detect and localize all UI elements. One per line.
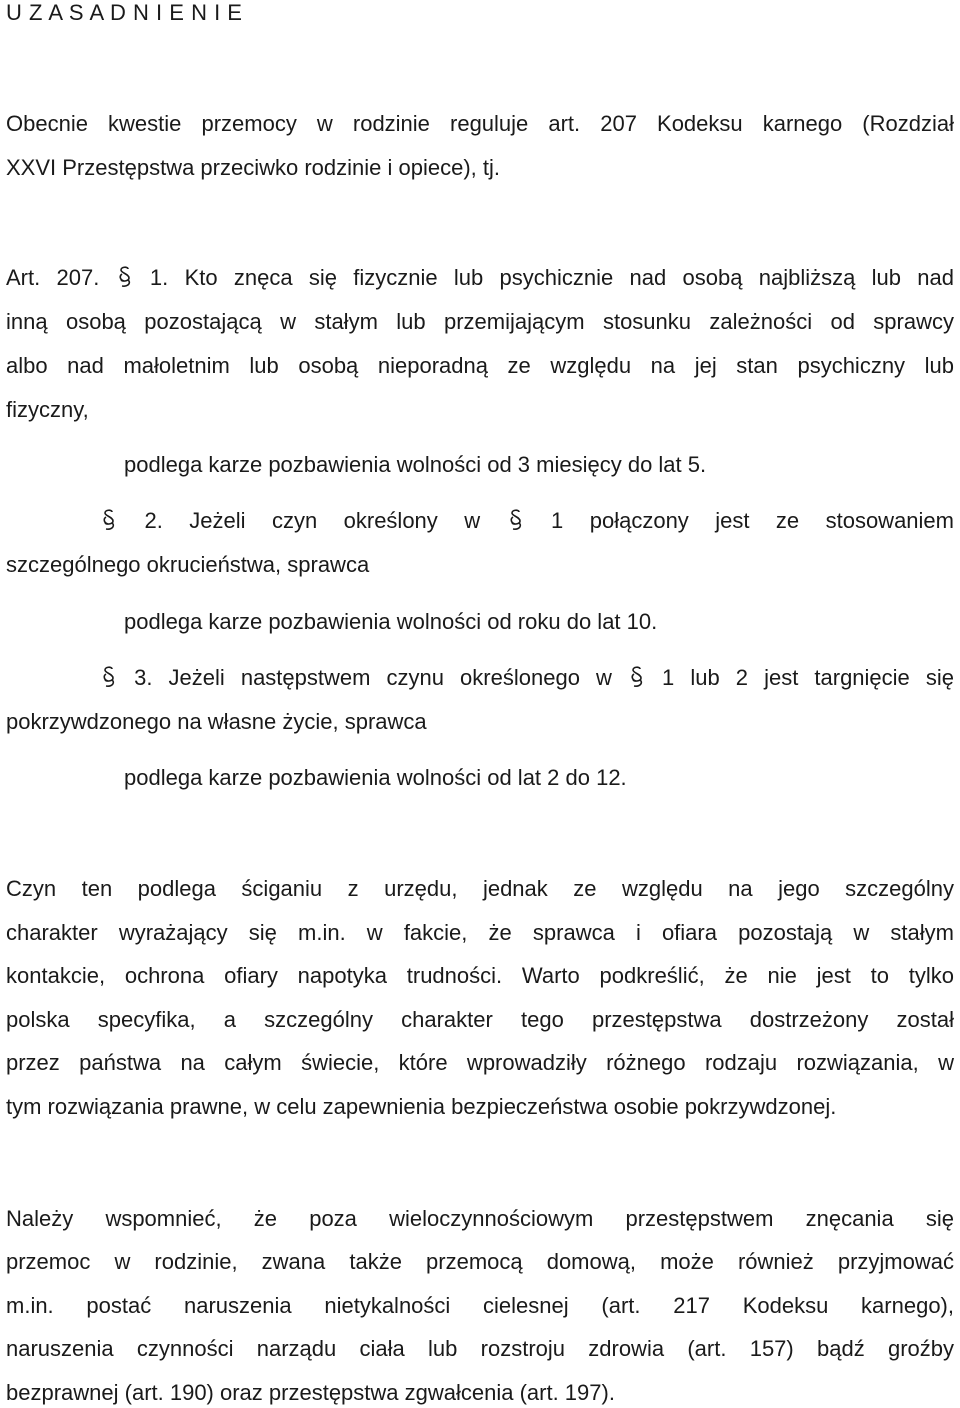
section-mark-icon xyxy=(100,508,118,532)
article-s2-line-2: szczególnego okrucieństwa, sprawca xyxy=(6,552,370,577)
article-s3-line-2: pokrzywdzonego na własne życie, sprawca xyxy=(6,709,427,734)
para3-line-5: bezprawnej (art. 190) oraz przestępstwa zgwałcenia (art. 197). xyxy=(6,1380,615,1405)
section-mark-icon xyxy=(628,665,646,689)
para2-line-2: charakter wyrażający się m.in. w fakcie, że sprawca i ofiara pozostają w stałym xyxy=(6,920,954,945)
para2-line-4: polska specyfika, a szczególny charakter tego przestępstwa dostrzeżony został xyxy=(6,1007,954,1032)
intro-line-1: Obecnie kwestie przemocy w rodzinie reguluje art. 207 Kodeksu karnego (Rozdział xyxy=(6,111,954,136)
section-number: 2. xyxy=(144,508,163,533)
article-s1-line-4: fizyczny, xyxy=(6,397,89,422)
section-mark-icon xyxy=(100,665,118,689)
section-text: Jeżeli następstwem czynu określonego w xyxy=(168,665,612,690)
article-label: Art. 207. xyxy=(6,265,100,290)
article-s1-line-3: albo nad małoletnim lub osobą nieporadną ze względu na jej stan psychiczny lub xyxy=(6,353,954,378)
article-s1-line-1 xyxy=(6,265,954,291)
para2-line-6: tym rozwiązania prawne, w celu zapewnienia bezpieczeństwa osobie pokrzywdzonej. xyxy=(6,1094,837,1119)
section-text: Kto znęca się fizycznie lub psychicznie nad osobą najbliższą lub nad xyxy=(184,265,954,290)
article-s1-penalty: podlega karze pozbawienia wolności od 3 miesięcy do lat 5. xyxy=(124,452,707,477)
section-text: połączony jest ze stosowaniem xyxy=(589,508,954,533)
section-reference: 1 xyxy=(551,508,564,533)
section-mark-icon xyxy=(507,508,525,532)
article-s1-line-2: inną osobą pozostającą w stałym lub przemijającym stosunku zależności od sprawcy xyxy=(6,309,954,334)
section-mark-icon xyxy=(116,265,134,289)
section-number: 3. xyxy=(134,665,153,690)
section-number: 1. xyxy=(149,265,169,290)
article-s3-line-1 xyxy=(100,665,954,691)
para2-line-1: Czyn ten podlega ściganiu z urzędu, jednak ze względu na jego szczególny xyxy=(6,876,954,901)
intro-line-2: XXVI Przestępstwa przeciwko rodzinie i opiece), tj. xyxy=(6,155,500,180)
document-title: U Z A S A D N I E N I E xyxy=(6,0,243,25)
para2-line-3: kontakcie, ochrona ofiary napotyka trudności. Warto podkreślić, że nie jest to tylko xyxy=(6,963,954,988)
article-s3-penalty: podlega karze pozbawienia wolności od lat 2 do 12. xyxy=(124,765,627,790)
para3-line-3: m.in. postać naruszenia nietykalności cielesnej (art. 217 Kodeksu karnego), xyxy=(6,1293,954,1318)
para3-line-1: Należy wspomnieć, że poza wieloczynnościowym przestępstwem znęcania się xyxy=(6,1206,954,1231)
para2-line-5: przez państwa na całym świecie, które wprowadziły różnego rodzaju rozwiązania, w xyxy=(6,1050,954,1075)
article-s2-line-1 xyxy=(100,508,954,534)
article-s2-penalty: podlega karze pozbawienia wolności od roku do lat 10. xyxy=(124,609,658,634)
section-text: Jeżeli czyn określony w xyxy=(189,508,481,533)
para3-line-4: naruszenia czynności narządu ciała lub rozstroju zdrowia (art. 157) bądź groźby xyxy=(6,1336,954,1361)
section-text: 1 lub 2 jest targnięcie się xyxy=(662,665,954,690)
para3-line-2: przemoc w rodzinie, zwana także przemocą domową, może również przyjmować xyxy=(6,1249,954,1274)
